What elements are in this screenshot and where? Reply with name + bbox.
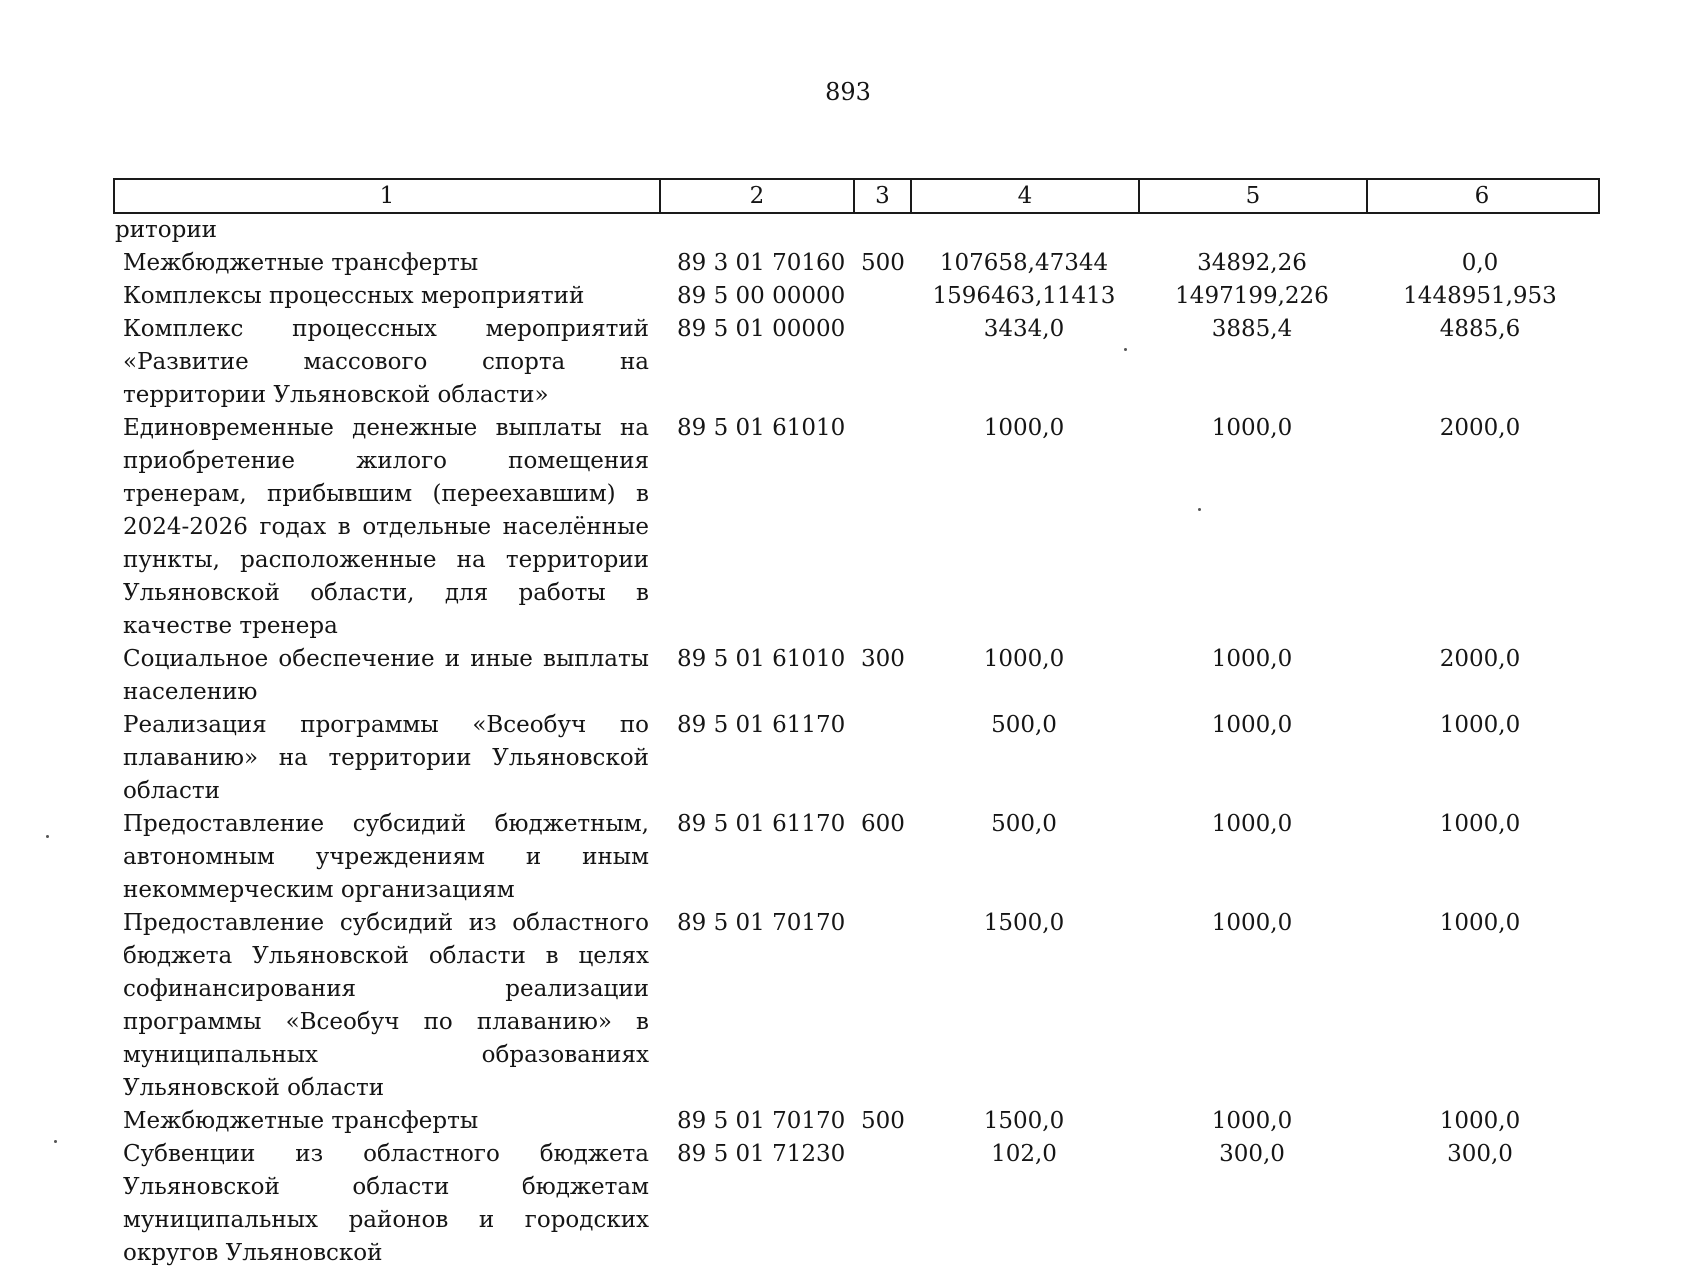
row-code: 89 5 01 00000 (677, 316, 846, 342)
row-name: Единовременные денежные выплаты на приобретение жилого помещения тренерам, прибывшим (переехавшим) в 2024-2026 годах в отдельные населённые пункты, расположенные на территории Ульяновской области, для работы в качестве тренера (123, 415, 649, 639)
row-name: Межбюджетные трансферты (123, 250, 479, 276)
row-value-5: 3885,4 (1211, 316, 1293, 342)
row-value-4: 500,0 (991, 811, 1057, 837)
row-type (853, 313, 910, 412)
row-value-6: 1000,0 (1439, 712, 1521, 738)
row-value-4: 1500,0 (983, 1108, 1065, 1134)
row-type: 300 (861, 646, 905, 672)
row-value-5: 1000,0 (1211, 910, 1293, 936)
table-row (113, 907, 1600, 1105)
table-row (113, 1138, 1600, 1270)
row-name: Субвенции из областного бюджета Ульяновской области бюджетам муниципальных районов и городских округов Ульяновской (123, 1141, 649, 1266)
row-name: Комплексы процессных мероприятий (123, 283, 585, 309)
row-value-6: 4885,6 (1439, 316, 1521, 342)
row-name: Комплекс процессных мероприятий «Развитие массового спорта на территории Ульяновской области» (123, 316, 649, 408)
row-code: 89 5 01 61010 (677, 415, 846, 441)
row-value-5: 1000,0 (1211, 811, 1293, 837)
row-code: 89 5 01 61010 (677, 646, 846, 672)
row-value-5: 1000,0 (1211, 646, 1293, 672)
row-value-4: 500,0 (991, 712, 1057, 738)
table-row (113, 643, 1600, 709)
header-col-6: 6 (1474, 183, 1490, 209)
row-name: Социальное обеспечение и иные выплаты населению (123, 646, 649, 705)
row-value-4: 1000,0 (983, 415, 1065, 441)
row-code: 89 5 01 71230 (677, 1141, 846, 1167)
table-row (113, 214, 1600, 247)
table-row (113, 247, 1600, 280)
row-type (853, 412, 910, 643)
row-value-4: 1000,0 (983, 646, 1065, 672)
row-type (853, 214, 910, 247)
row-value-6: 300,0 (1447, 1141, 1513, 1167)
row-code (659, 214, 853, 247)
row-value-5: 1497199,226 (1175, 283, 1329, 309)
row-name: Предоставление субсидий из областного бюджета Ульяновской области в целях софинансирования реализации программы «Всеобуч по плаванию» в муниципальных образованиях Ульяновской области (123, 910, 649, 1101)
row-value-5 (1138, 214, 1366, 247)
row-type (853, 280, 910, 313)
row-type (853, 1138, 910, 1270)
row-code: 89 5 01 70170 (677, 910, 846, 936)
row-value-6: 1000,0 (1439, 811, 1521, 837)
table-row (113, 412, 1600, 643)
row-value-5: 1000,0 (1211, 1108, 1293, 1134)
header-col-4: 4 (912, 180, 1140, 212)
scan-speck (1198, 508, 1201, 511)
table-row (113, 313, 1600, 412)
row-value-4: 1500,0 (983, 910, 1065, 936)
row-value-5: 1000,0 (1211, 415, 1293, 441)
scan-speck (54, 1140, 57, 1143)
row-value-4: 102,0 (991, 1141, 1057, 1167)
row-type: 500 (861, 1108, 905, 1134)
table-header-row (113, 178, 1600, 214)
header-col-5: 5 (1140, 180, 1368, 212)
row-code: 89 5 01 61170 (677, 811, 846, 837)
row-type (853, 709, 910, 808)
header-col-3: 3 (855, 180, 912, 212)
row-value-6: 1000,0 (1439, 1108, 1521, 1134)
row-value-6: 2000,0 (1439, 415, 1521, 441)
page-number: 893 (825, 78, 871, 106)
row-code: 89 5 01 70170 (677, 1108, 846, 1134)
table-body (113, 214, 1600, 1270)
row-code: 89 5 01 61170 (677, 712, 846, 738)
scan-speck (1124, 348, 1127, 351)
row-value-5: 300,0 (1219, 1141, 1285, 1167)
header-col-2: 2 (661, 180, 855, 212)
table-row (113, 808, 1600, 907)
header-col-1: 1 (115, 180, 661, 212)
table-row (113, 709, 1600, 808)
row-code: 89 5 00 00000 (677, 283, 846, 309)
row-value-4: 3434,0 (983, 316, 1065, 342)
table-row (113, 1105, 1600, 1138)
row-value-6 (1366, 214, 1594, 247)
row-name: Межбюджетные трансферты (123, 1108, 479, 1134)
row-value-5: 1000,0 (1211, 712, 1293, 738)
row-type (853, 907, 910, 1105)
row-value-5: 34892,26 (1197, 250, 1307, 276)
row-code: 89 3 01 70160 (677, 250, 846, 276)
budget-table (113, 178, 1600, 1270)
row-value-6: 1448951,953 (1403, 283, 1557, 309)
scan-speck (46, 835, 49, 838)
row-value-6: 0,0 (1461, 250, 1499, 276)
row-type: 600 (861, 811, 905, 837)
row-value-4 (910, 214, 1138, 247)
row-value-6: 2000,0 (1439, 646, 1521, 672)
row-value-4: 107658,47344 (939, 250, 1109, 276)
row-value-6: 1000,0 (1439, 910, 1521, 936)
row-name: Реализация программы «Всеобуч по плаванию» на территории Ульяновской области (123, 712, 649, 804)
row-name: Предоставление субсидий бюджетным, автономным учреждениям и иным некоммерческим организациям (123, 811, 649, 903)
table-row (113, 280, 1600, 313)
row-name: ритории (115, 217, 218, 243)
row-type: 500 (861, 250, 905, 276)
row-value-4: 1596463,11413 (932, 283, 1116, 309)
